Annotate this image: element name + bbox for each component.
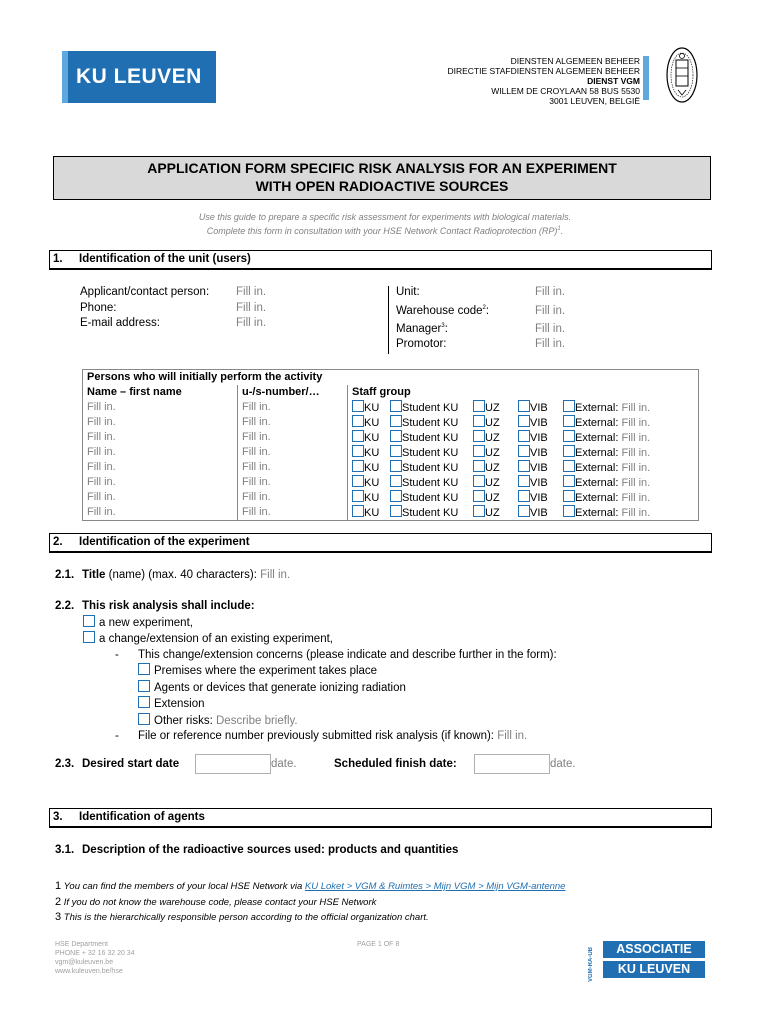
person-name-input[interactable]: Fill in. xyxy=(83,505,238,520)
start-date-label: Desired start date xyxy=(82,758,180,771)
person-name-input[interactable]: Fill in. xyxy=(83,400,238,415)
staff-group-checkbox[interactable] xyxy=(352,490,364,502)
staff-option-label: UZ xyxy=(485,431,500,444)
file-ref-text: File or reference number previously submitted risk analysis (if known): xyxy=(138,730,494,742)
column-divider xyxy=(388,286,389,354)
field-label: Manager xyxy=(396,322,442,335)
staff-group-checkbox[interactable] xyxy=(352,415,364,427)
staff-group-checkbox[interactable] xyxy=(563,445,575,457)
staff-option xyxy=(473,400,518,415)
staff-group-checkbox[interactable] xyxy=(473,445,485,457)
section-2-header xyxy=(49,533,712,553)
staff-group-checkbox[interactable] xyxy=(518,445,530,457)
external-input[interactable]: Fill in. xyxy=(621,476,651,489)
staff-group-checkbox[interactable] xyxy=(390,490,402,502)
section-1-header xyxy=(49,250,712,270)
staff-group-checkbox[interactable] xyxy=(563,505,575,517)
staff-option xyxy=(473,430,518,445)
assoc-top-text: ASSOCIATIE xyxy=(603,941,705,958)
staff-option xyxy=(473,490,518,505)
field-label: Warehouse code xyxy=(396,304,483,317)
footer-phone: PHONE + 32 16 32 20 34 xyxy=(55,950,135,957)
staff-option xyxy=(518,490,563,505)
staff-option xyxy=(563,415,618,430)
subsection-label: Title xyxy=(82,569,106,581)
staff-option xyxy=(518,430,563,445)
external-input[interactable]: Fill in. xyxy=(621,461,651,474)
staff-group-options xyxy=(348,490,699,505)
staff-option xyxy=(518,415,563,430)
address-block xyxy=(447,56,640,106)
footnote-ref: 3 xyxy=(441,322,445,329)
staff-group-options xyxy=(348,460,699,475)
staff-option xyxy=(518,475,563,490)
external-input[interactable]: Fill in. xyxy=(621,401,651,414)
staff-option xyxy=(563,445,618,460)
staff-option xyxy=(352,430,390,445)
section-number: 3. xyxy=(53,811,63,823)
section-number: 1. xyxy=(53,253,63,265)
subsection-number: 2.2. xyxy=(55,600,75,612)
staff-option-label: UZ xyxy=(485,401,500,414)
person-name-input[interactable]: Fill in. xyxy=(83,415,238,430)
other-risks-input[interactable]: Describe briefly. xyxy=(216,714,298,727)
form-title-line: APPLICATION FORM SPECIFIC RISK ANALYSIS FOR AN EXPERIMENT xyxy=(147,160,617,176)
extension-checkbox[interactable] xyxy=(138,696,150,708)
contact-fields-left xyxy=(80,285,266,332)
staff-group-checkbox[interactable] xyxy=(352,475,364,487)
footnote-text: You can find the members of your local HSE Network via xyxy=(63,881,303,892)
staff-option-label: External: xyxy=(575,431,619,444)
agents-checkbox[interactable] xyxy=(138,680,150,692)
section-title: Identification of agents xyxy=(79,811,205,823)
staff-option-label: KU xyxy=(364,461,380,474)
section-3-header xyxy=(49,808,712,828)
staff-group-checkbox[interactable] xyxy=(352,430,364,442)
change-experiment-checkbox[interactable] xyxy=(83,631,95,643)
staff-group-checkbox[interactable] xyxy=(390,505,402,517)
person-name-input[interactable]: Fill in. xyxy=(83,460,238,475)
section-title: Identification of the unit (users) xyxy=(79,253,251,265)
staff-group-checkbox[interactable] xyxy=(563,475,575,487)
staff-option-label: Student KU xyxy=(402,476,459,489)
staff-option xyxy=(473,460,518,475)
staff-option xyxy=(352,490,390,505)
staff-option xyxy=(518,505,563,520)
person-u-number-input[interactable]: Fill in. xyxy=(238,445,348,460)
staff-option-label: VIB xyxy=(530,416,548,429)
subsection-3-1 xyxy=(55,843,458,859)
subsection-number: 2.1. xyxy=(55,569,75,581)
staff-group-checkbox[interactable] xyxy=(563,415,575,427)
staff-option xyxy=(473,415,518,430)
staff-group-checkbox[interactable] xyxy=(352,505,364,517)
external-input[interactable]: Fill in. xyxy=(621,416,651,429)
staff-option xyxy=(473,475,518,490)
page-number: PAGE 1 OF 8 xyxy=(357,941,400,948)
footnote-ref: 2 xyxy=(482,304,486,311)
ku-leuven-logo xyxy=(62,51,216,103)
staff-option-label: UZ xyxy=(485,416,500,429)
guide-line: Use this guide to prepare a specific risk assessment for experiments with biological materials. xyxy=(198,212,572,222)
applicant-input[interactable]: Fill in. xyxy=(236,286,267,298)
person-row xyxy=(83,460,698,475)
staff-option xyxy=(518,445,563,460)
title-hint: (name) (max. 40 characters): xyxy=(108,569,257,581)
staff-option xyxy=(518,460,563,475)
date-placeholder: date. xyxy=(550,758,576,771)
staff-option-label: External: xyxy=(575,416,619,429)
footer-email: vgm@kuleuven.be xyxy=(55,959,114,966)
vgm-antenne-link[interactable]: KU Loket > VGM & Ruimtes > Mijn VGM > Mijn VGM-antenne xyxy=(304,881,566,892)
staff-group-checkbox[interactable] xyxy=(390,445,402,457)
staff-option-label: KU xyxy=(364,476,380,489)
staff-option-label: Student KU xyxy=(402,461,459,474)
option-label: Agents or devices that generate ionizing radiation xyxy=(154,681,406,694)
phone-input[interactable]: Fill in. xyxy=(236,301,267,314)
staff-option xyxy=(352,400,390,415)
side-code: VGM-RA-UB xyxy=(588,947,594,982)
new-experiment-checkbox[interactable] xyxy=(83,615,95,627)
external-input[interactable]: Fill in. xyxy=(621,506,651,519)
staff-group-checkbox[interactable] xyxy=(563,460,575,472)
address-line: DIENST VGM xyxy=(587,76,640,86)
university-seal-icon xyxy=(665,46,699,104)
logo-text: KU LEUVEN xyxy=(76,65,202,88)
staff-option xyxy=(563,505,618,520)
staff-option xyxy=(352,460,390,475)
finish-date-input[interactable] xyxy=(474,754,550,774)
person-row xyxy=(83,490,698,505)
staff-option-label: External: xyxy=(575,401,619,414)
person-name-input[interactable]: Fill in. xyxy=(83,475,238,490)
staff-group-checkbox[interactable] xyxy=(473,490,485,502)
concerns-text: This change/extension concerns (please indicate and describe further in the form): xyxy=(138,648,557,661)
promotor-input[interactable]: Fill in. xyxy=(535,338,566,351)
form-title-box xyxy=(53,156,711,200)
staff-option xyxy=(390,430,473,445)
staff-group-checkbox[interactable] xyxy=(473,430,485,442)
staff-option-label: Student KU xyxy=(402,431,459,444)
staff-group-checkbox[interactable] xyxy=(518,490,530,502)
person-name-input[interactable]: Fill in. xyxy=(83,430,238,445)
column-header-staff-group: Staff group xyxy=(352,386,411,399)
email-input[interactable]: Fill in. xyxy=(236,317,267,329)
field-label: Phone: xyxy=(80,301,117,314)
staff-option xyxy=(473,505,518,520)
address-line: DIRECTIE STAFDIENSTEN ALGEMEEN BEHEER xyxy=(447,66,640,76)
staff-option-label: VIB xyxy=(530,506,548,519)
staff-option xyxy=(563,475,618,490)
staff-option-label: VIB xyxy=(530,446,548,459)
person-row xyxy=(83,475,698,490)
staff-option xyxy=(563,430,618,445)
staff-option-label: External: xyxy=(575,461,619,474)
subsection-number: 3.1. xyxy=(55,844,75,856)
staff-option-label: Student KU xyxy=(402,506,459,519)
staff-group-options xyxy=(348,505,699,520)
staff-group-checkbox[interactable] xyxy=(390,460,402,472)
start-date-input[interactable] xyxy=(195,754,271,774)
staff-option-label: VIB xyxy=(530,461,548,474)
staff-option xyxy=(390,400,473,415)
staff-option-label: Student KU xyxy=(402,491,459,504)
option-label: a new experiment, xyxy=(99,616,193,629)
person-u-number-input[interactable]: Fill in. xyxy=(238,400,348,415)
footnotes xyxy=(55,879,715,926)
staff-group-options xyxy=(348,400,699,415)
manager-input[interactable]: Fill in. xyxy=(535,322,566,335)
staff-option-label: External: xyxy=(575,476,619,489)
staff-option-label: UZ xyxy=(485,506,500,519)
external-input[interactable]: Fill in. xyxy=(621,491,651,504)
staff-option-label: External: xyxy=(575,491,619,504)
persons-table xyxy=(82,369,699,521)
staff-option xyxy=(563,460,618,475)
footer-web: www.kuleuven.be/hse xyxy=(55,968,123,975)
staff-option-label: Student KU xyxy=(402,446,459,459)
field-label: Unit: xyxy=(396,286,420,298)
external-input[interactable]: Fill in. xyxy=(621,431,651,444)
staff-option-label: VIB xyxy=(530,491,548,504)
section-number: 2. xyxy=(53,536,63,548)
footnote-ref: 1 xyxy=(557,226,561,232)
footnote-number: 2 xyxy=(55,895,62,908)
column-header-name: Name – first name xyxy=(83,385,238,400)
staff-group-options xyxy=(348,430,699,445)
staff-group-checkbox[interactable] xyxy=(563,430,575,442)
staff-option-label: External: xyxy=(575,506,619,519)
person-u-number-input[interactable]: Fill in. xyxy=(238,415,348,430)
person-u-number-input[interactable]: Fill in. xyxy=(238,430,348,445)
staff-option xyxy=(390,490,473,505)
staff-option-label: VIB xyxy=(530,401,548,414)
staff-group-checkbox[interactable] xyxy=(473,505,485,517)
dates-row xyxy=(55,754,715,774)
person-u-number-input[interactable]: Fill in. xyxy=(238,475,348,490)
experiment-title-input[interactable]: Fill in. xyxy=(260,569,291,581)
guide-text: Use this guide to prepare a specific risk assessment for experiments with biological materials. Complete this form in consultation with your HSE Network Contact Radioprotection (RP)$^1$. xyxy=(60,211,710,237)
column-header-u-number: u-/s-number/… xyxy=(238,385,348,400)
person-u-number-input[interactable]: Fill in. xyxy=(238,490,348,505)
staff-option-label: Student KU xyxy=(402,401,459,414)
person-row xyxy=(83,430,698,445)
option-label: Other risks: xyxy=(154,714,213,727)
staff-group-checkbox[interactable] xyxy=(390,430,402,442)
contact-fields-right: Unit: Fill in. Warehouse code$^2$: Fill in. Manager$^3$: Fill in. Promotor: Fill in. xyxy=(396,285,565,353)
staff-group-checkbox[interactable] xyxy=(518,475,530,487)
staff-option-label: UZ xyxy=(485,446,500,459)
subsection-label: Description of the radioactive sources used: products and quantities xyxy=(82,844,459,856)
staff-option xyxy=(390,415,473,430)
file-ref-input[interactable]: Fill in. xyxy=(497,730,528,742)
staff-option-label: Student KU xyxy=(402,416,459,429)
staff-option xyxy=(390,460,473,475)
person-name-input[interactable]: Fill in. xyxy=(83,490,238,505)
staff-group-checkbox[interactable] xyxy=(473,475,485,487)
option-label: a change/extension of an existing experiment, xyxy=(99,633,333,645)
staff-option xyxy=(352,445,390,460)
person-row xyxy=(83,505,698,520)
staff-group-checkbox[interactable] xyxy=(563,400,575,412)
footer-contact xyxy=(55,940,135,976)
staff-group-options xyxy=(348,415,699,430)
staff-option-label: KU xyxy=(364,446,380,459)
staff-group-checkbox[interactable] xyxy=(473,415,485,427)
unit-input[interactable]: Fill in. xyxy=(535,286,566,298)
option-label: Extension xyxy=(154,698,205,710)
staff-group-checkbox[interactable] xyxy=(390,475,402,487)
staff-option xyxy=(390,505,473,520)
form-title-line: WITH OPEN RADIOACTIVE SOURCES xyxy=(255,178,509,194)
title-row xyxy=(55,568,290,584)
staff-group-checkbox[interactable] xyxy=(518,505,530,517)
staff-option xyxy=(563,490,618,505)
staff-group-options xyxy=(348,445,699,460)
address-accent-bar xyxy=(643,56,649,100)
address-line: 3001 LEUVEN, BELGIË xyxy=(549,96,640,106)
person-row xyxy=(83,415,698,430)
address-line: DIENSTEN ALGEMEEN BEHEER xyxy=(510,56,640,66)
staff-group-checkbox[interactable] xyxy=(390,415,402,427)
person-u-number-input[interactable]: Fill in. xyxy=(238,460,348,475)
footnote-number: 3 xyxy=(55,911,62,923)
staff-option xyxy=(390,475,473,490)
staff-group-checkbox[interactable] xyxy=(518,415,530,427)
staff-option xyxy=(518,400,563,415)
staff-group-options xyxy=(348,475,699,490)
bullet-dash: - xyxy=(115,730,119,742)
date-placeholder: date. xyxy=(271,758,297,771)
subsection-label: This risk analysis shall include: xyxy=(82,600,255,612)
staff-group-checkbox[interactable] xyxy=(352,445,364,457)
staff-option-label: KU xyxy=(364,401,380,414)
person-u-number-input[interactable]: Fill in. xyxy=(238,505,348,520)
address-line: WILLEM DE CROYLAAN 58 BUS 5530 xyxy=(491,86,640,96)
footnote-text: This is the hierarchically responsible person according to the official organization chart. xyxy=(63,912,429,923)
premises-checkbox[interactable] xyxy=(138,663,150,675)
staff-option xyxy=(390,445,473,460)
subsection-number: 2.3. xyxy=(55,758,75,771)
staff-option-label: VIB xyxy=(530,476,548,489)
staff-option-label: UZ xyxy=(485,491,500,504)
bullet-dash: - xyxy=(115,648,119,661)
footnote-number: 1 xyxy=(55,880,62,892)
staff-group-checkbox[interactable] xyxy=(518,400,530,412)
staff-option xyxy=(473,445,518,460)
staff-option-label: KU xyxy=(364,431,380,444)
guide-line: Complete this form in consultation with your HSE Network Contact Radioprotection (RP) xyxy=(206,226,558,236)
staff-group-checkbox[interactable] xyxy=(390,400,402,412)
footer-dept: HSE Department xyxy=(55,941,108,948)
staff-option xyxy=(352,415,390,430)
external-input[interactable]: Fill in. xyxy=(621,446,651,459)
staff-group-checkbox[interactable] xyxy=(473,400,485,412)
staff-group-checkbox[interactable] xyxy=(563,490,575,502)
finish-date-label: Scheduled finish date: xyxy=(334,758,457,771)
staff-option-label: KU xyxy=(364,416,380,429)
staff-option-label: VIB xyxy=(530,431,548,444)
staff-group-checkbox[interactable] xyxy=(352,460,364,472)
staff-option-label: UZ xyxy=(485,476,500,489)
staff-option-label: External: xyxy=(575,446,619,459)
footnote-text: If you do not know the warehouse code, please contact your HSE Network xyxy=(63,896,377,908)
section-title: Identification of the experiment xyxy=(79,536,250,548)
staff-option-label: UZ xyxy=(485,461,500,474)
person-row xyxy=(83,400,698,415)
staff-group-checkbox[interactable] xyxy=(518,430,530,442)
staff-option-label: KU xyxy=(364,491,380,504)
assoc-bottom-text: KU LEUVEN xyxy=(603,961,705,978)
risk-analysis-scope xyxy=(55,599,695,745)
staff-option xyxy=(352,505,390,520)
other-risks-checkbox[interactable] xyxy=(138,713,150,725)
staff-option-label: KU xyxy=(364,506,380,519)
staff-group-checkbox[interactable] xyxy=(352,400,364,412)
associatie-logo xyxy=(603,941,705,981)
field-label: E-mail address: xyxy=(80,317,160,329)
staff-group-checkbox[interactable] xyxy=(473,460,485,472)
field-label: Applicant/contact person: xyxy=(80,286,210,298)
staff-group-checkbox[interactable] xyxy=(518,460,530,472)
person-name-input[interactable]: Fill in. xyxy=(83,445,238,460)
person-row xyxy=(83,445,698,460)
staff-option xyxy=(352,475,390,490)
persons-table-caption: Persons who will initially perform the activity xyxy=(87,371,323,384)
field-label: Promotor: xyxy=(396,338,447,351)
warehouse-code-input[interactable]: Fill in. xyxy=(535,304,566,317)
staff-option xyxy=(563,400,618,415)
option-label: Premises where the experiment takes place xyxy=(154,665,378,677)
